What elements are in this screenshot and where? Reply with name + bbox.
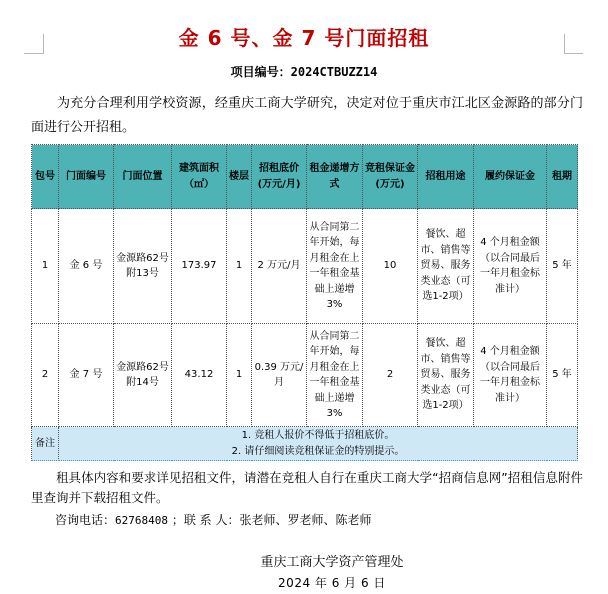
- cell-term: 5 年: [547, 324, 578, 427]
- col-header-floor: 楼层: [227, 145, 252, 209]
- cell-term: 5 年: [547, 209, 578, 324]
- cell-base-price: 2 万元/月: [252, 209, 307, 324]
- contact-phone-label: 咨询电话：: [55, 513, 116, 527]
- project-number-label: 项目编号：: [230, 65, 291, 79]
- margin-mark-top-right-vertical: [564, 34, 565, 54]
- cell-area: 173.97: [172, 209, 227, 324]
- cell-bid-deposit: 2: [363, 324, 418, 427]
- cell-package-no: 2: [32, 324, 59, 427]
- table-row: [32, 324, 578, 427]
- col-header-term: 租期: [547, 145, 578, 209]
- document-page: [0, 22, 608, 594]
- contact-persons: ；联 系 人：张老师、罗老师、陈老师: [168, 513, 372, 527]
- notes-label-cell: 备注: [32, 427, 59, 461]
- table-row: [32, 209, 578, 324]
- cell-performance-bond: 4 个月租金额（以合同最后一年月租金标准计）: [474, 209, 547, 324]
- intro-paragraph: 为充分合理利用学校资源，经重庆工商大学研究，决定对位于重庆市江北区金源路的部分门面进行公开招租。: [31, 96, 583, 135]
- cell-floor: 1: [227, 209, 252, 324]
- signature-block: [28, 553, 608, 593]
- signature-organization: 重庆工商大学资产管理处: [260, 555, 404, 570]
- document-title: 金 6 号、金 7 号门面招租: [178, 26, 430, 50]
- col-header-package-no: 包号: [32, 145, 59, 209]
- contact-phone-number: 62768408: [115, 514, 168, 527]
- rental-table: [31, 144, 578, 461]
- margin-mark-top-left-vertical: [43, 34, 44, 54]
- notes-content-cell: [59, 427, 578, 461]
- notes-row: [32, 427, 578, 461]
- note-line-2: 2. 请仔细阅读竞租保证金的特别提示。: [231, 445, 405, 457]
- project-number-line: [0, 63, 608, 80]
- cell-package-no: 1: [32, 209, 59, 324]
- note-line-1: 1. 竞租人报价不得低于招租底价。: [241, 430, 395, 441]
- cell-base-price: 0.39 万元/月: [252, 324, 307, 427]
- footer-paragraph: 租具体内容和要求详见招租文件，请潜在竞租人自行在重庆工商大学“招商信息网”招租信息附件里查询并下载招租文件。: [31, 470, 583, 505]
- col-header-base-price: 招租底价(万元/月): [252, 145, 307, 209]
- cell-storefront-no: 金 7 号: [59, 324, 114, 427]
- signature-date: 2024 年 6 月 6 日: [278, 576, 386, 590]
- col-header-bid-deposit: 竞租保证金(万元): [363, 145, 418, 209]
- project-number-value: 2024CTBUZZ14: [290, 65, 378, 79]
- cell-usage: 餐饮、超市、销售等贸易、服务类业态（可选1-2项）: [418, 324, 474, 427]
- col-header-performance-bond: 履约保证金: [474, 145, 547, 209]
- cell-location: 金源路62号附14号: [114, 324, 172, 427]
- cell-storefront-no: 金 6 号: [59, 209, 114, 324]
- col-header-usage: 招租用途: [418, 145, 474, 209]
- cell-area: 43.12: [172, 324, 227, 427]
- contact-line: [31, 510, 583, 531]
- col-header-location: 门面位置: [114, 145, 172, 209]
- cell-rent-increase: 从合同第二年开始，每月租金在上一年租金基础上递增 3%: [307, 324, 363, 427]
- cell-rent-increase: 从合同第二年开始，每月租金在上一年租金基础上递增 3%: [307, 209, 363, 324]
- col-header-storefront-no: 门面编号: [59, 145, 114, 209]
- cell-floor: 1: [227, 324, 252, 427]
- cell-performance-bond: 4 个月租金额（以合同最后一年月租金标准计）: [474, 324, 547, 427]
- margin-mark-top-right-horizontal: [564, 53, 583, 54]
- cell-bid-deposit: 10: [363, 209, 418, 324]
- col-header-rent-increase: 租金递增方式: [307, 145, 363, 209]
- margin-mark-top-left-horizontal: [24, 53, 43, 54]
- cell-location: 金源路62号附13号: [114, 209, 172, 324]
- cell-usage: 餐饮、超市、销售等贸易、服务类业态（可选1-2项）: [418, 209, 474, 324]
- table-header-row: [32, 145, 578, 209]
- col-header-area: 建筑面积（㎡）: [172, 145, 227, 209]
